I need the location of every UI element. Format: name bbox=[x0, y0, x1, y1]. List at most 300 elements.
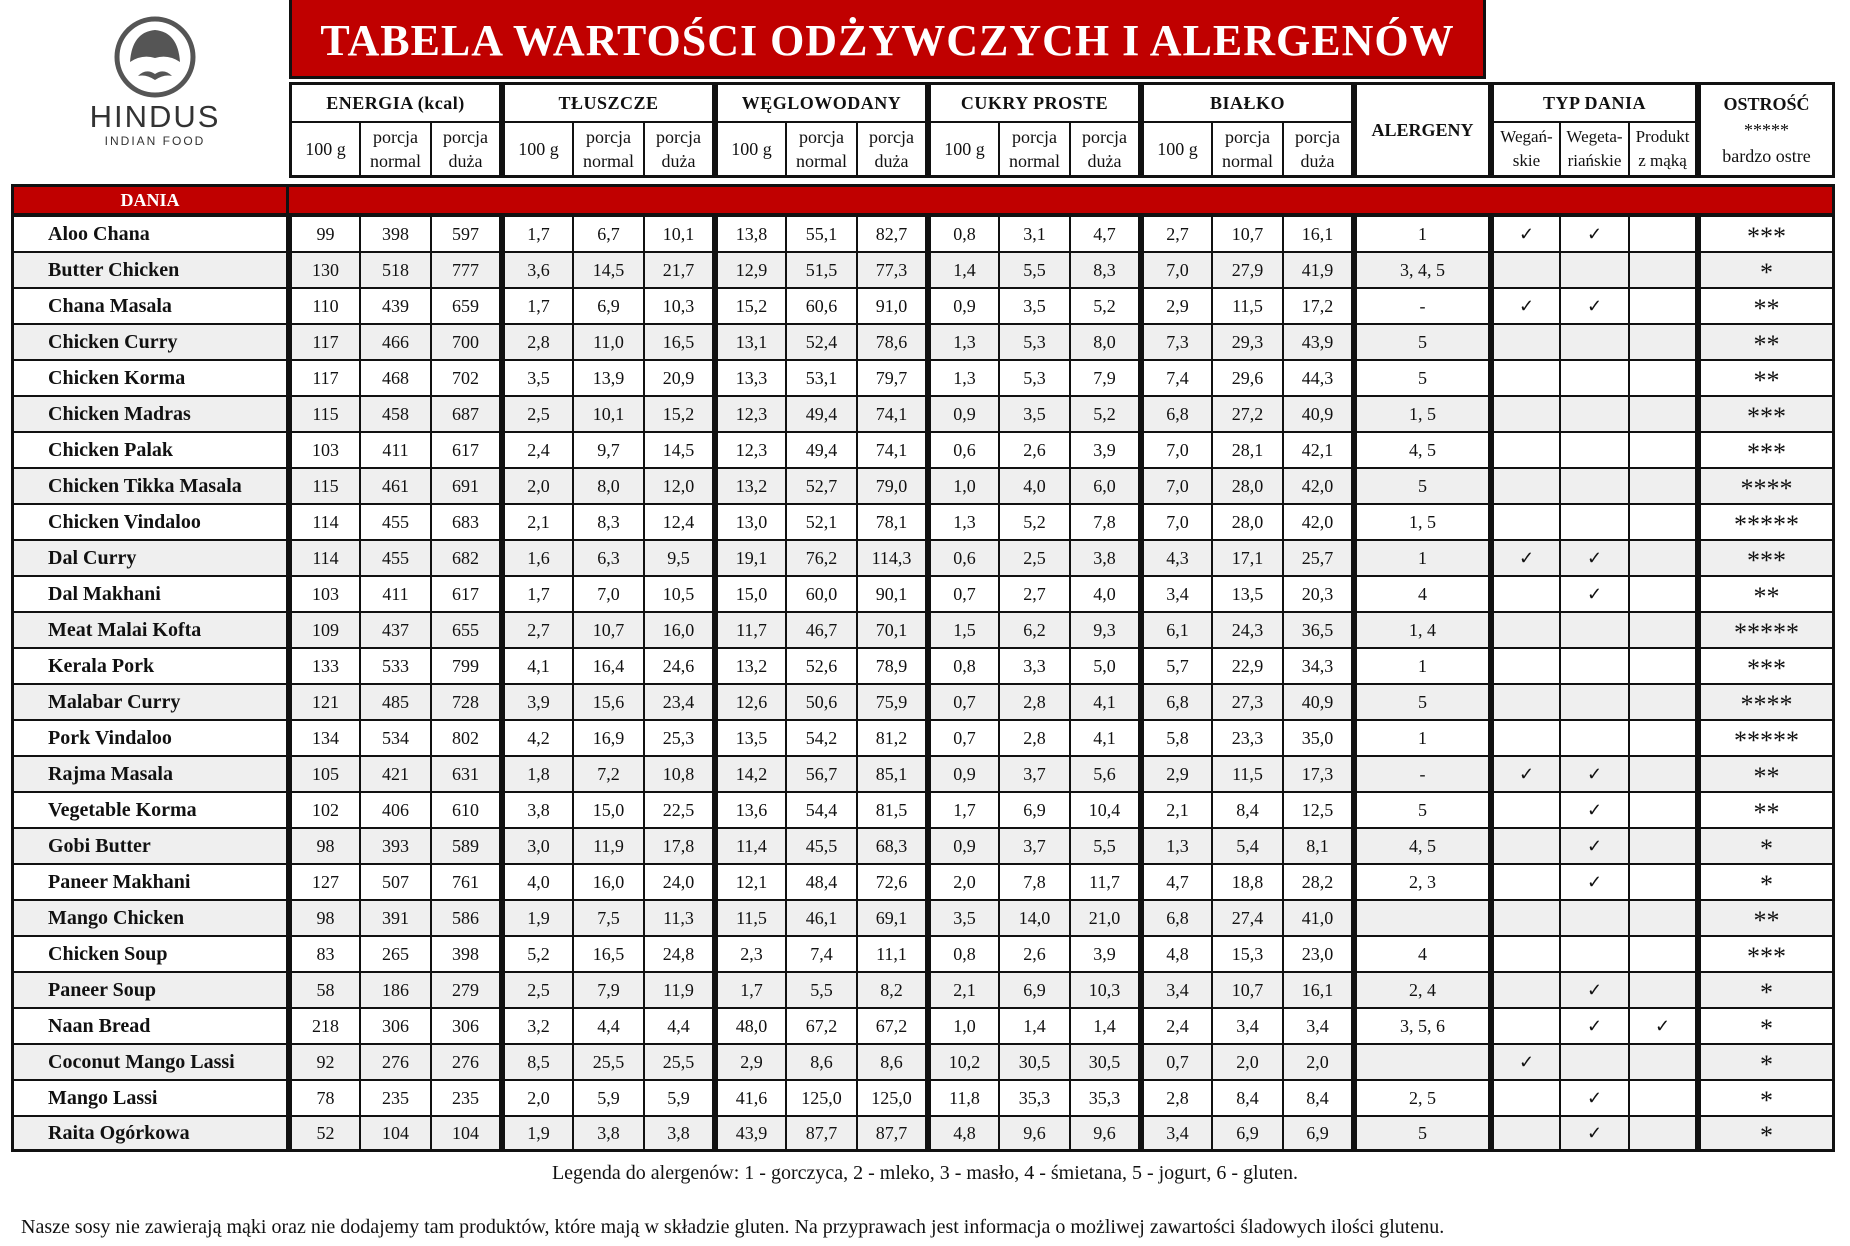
nutrition-value: 98 bbox=[289, 828, 360, 864]
nutrition-value: 3,4 bbox=[1141, 1116, 1212, 1152]
nutrition-value: 13,6 bbox=[715, 792, 786, 828]
nutrition-value: 687 bbox=[431, 396, 502, 432]
vegan-check: ✓ bbox=[1491, 540, 1560, 576]
nutrition-value: 0,8 bbox=[928, 936, 999, 972]
table-row bbox=[11, 756, 1835, 792]
nutrition-value: 10,5 bbox=[644, 576, 715, 612]
nutrition-value: 81,2 bbox=[857, 720, 928, 756]
nutrition-value: 4,8 bbox=[1141, 936, 1212, 972]
allergen-codes: 5 bbox=[1354, 360, 1491, 396]
table-row bbox=[11, 324, 1835, 360]
header-fat: TŁUSZCZE bbox=[502, 82, 715, 122]
nutrition-value: 7,4 bbox=[786, 936, 857, 972]
nutrition-value: 29,6 bbox=[1212, 360, 1283, 396]
allergen-codes: 4, 5 bbox=[1354, 828, 1491, 864]
nutrition-value: 41,6 bbox=[715, 1080, 786, 1116]
nutrition-value: 2,8 bbox=[999, 720, 1070, 756]
nutrition-value: 0,6 bbox=[928, 540, 999, 576]
nutrition-value: 3,4 bbox=[1283, 1008, 1354, 1044]
nutrition-value: 6,7 bbox=[573, 216, 644, 252]
nutrition-value: 11,7 bbox=[1070, 864, 1141, 900]
vegetarian-check: ✓ bbox=[1560, 756, 1629, 792]
nutrition-value: 586 bbox=[431, 900, 502, 936]
allergen-legend: Legenda do alergenów: 1 - gorczyca, 2 - mleko, 3 - masło, 4 - śmietana, 5 - jogurt, 6 - gluten. bbox=[551, 1162, 1299, 1184]
nutrition-value: 411 bbox=[360, 432, 431, 468]
nutrition-value: 2,5 bbox=[999, 540, 1070, 576]
nutrition-value: 7,0 bbox=[1141, 504, 1212, 540]
nutrition-value: 8,6 bbox=[786, 1044, 857, 1080]
nutrition-value: 115 bbox=[289, 396, 360, 432]
nutrition-value: 23,3 bbox=[1212, 720, 1283, 756]
nutrition-value: 35,3 bbox=[1070, 1080, 1141, 1116]
flour-check bbox=[1629, 864, 1698, 900]
nutrition-value: 78,9 bbox=[857, 648, 928, 684]
nutrition-value: 0,7 bbox=[928, 684, 999, 720]
dish-name: Chicken Palak bbox=[11, 432, 289, 468]
nutrition-value: 50,6 bbox=[786, 684, 857, 720]
nutrition-value: 2,3 bbox=[715, 936, 786, 972]
dish-name: Chicken Soup bbox=[11, 936, 289, 972]
nutrition-value: 7,9 bbox=[573, 972, 644, 1008]
vegan-check bbox=[1491, 864, 1560, 900]
vegetarian-check bbox=[1560, 504, 1629, 540]
nutrition-value: 11,9 bbox=[573, 828, 644, 864]
nutrition-value: 42,1 bbox=[1283, 432, 1354, 468]
table-row bbox=[11, 612, 1835, 648]
nutrition-value: 105 bbox=[289, 756, 360, 792]
nutrition-value: 1,9 bbox=[502, 900, 573, 936]
nutrition-value: 42,0 bbox=[1283, 468, 1354, 504]
nutrition-value: 2,4 bbox=[1141, 1008, 1212, 1044]
nutrition-value: 21,7 bbox=[644, 252, 715, 288]
vegan-check bbox=[1491, 504, 1560, 540]
nutrition-value: 2,4 bbox=[502, 432, 573, 468]
spiciness-stars: *** bbox=[1698, 432, 1835, 468]
nutrition-value: 0,8 bbox=[928, 648, 999, 684]
allergen-codes: 2, 5 bbox=[1354, 1080, 1491, 1116]
flour-check bbox=[1629, 828, 1698, 864]
nutrition-value: 0,6 bbox=[928, 432, 999, 468]
allergen-codes: 1, 4 bbox=[1354, 612, 1491, 648]
nutrition-value: 34,3 bbox=[1283, 648, 1354, 684]
allergen-codes: 2, 4 bbox=[1354, 972, 1491, 1008]
nutrition-value: 25,3 bbox=[644, 720, 715, 756]
nutrition-value: 110 bbox=[289, 288, 360, 324]
table-row bbox=[11, 540, 1835, 576]
nutrition-value: 20,9 bbox=[644, 360, 715, 396]
subheader-cell: porcja normal bbox=[1212, 122, 1283, 178]
subheader-cell: porcja normal bbox=[360, 122, 431, 178]
nutrition-value: 1,4 bbox=[999, 1008, 1070, 1044]
nutrition-value: 15,2 bbox=[715, 288, 786, 324]
nutrition-value: 10,7 bbox=[1212, 216, 1283, 252]
nutrition-value: 3,6 bbox=[502, 252, 573, 288]
nutrition-value: 25,7 bbox=[1283, 540, 1354, 576]
nutrition-value: 12,3 bbox=[715, 432, 786, 468]
allergen-codes: 4 bbox=[1354, 576, 1491, 612]
nutrition-value: 11,7 bbox=[715, 612, 786, 648]
header-dish-type: TYP DANIA bbox=[1491, 82, 1698, 122]
nutrition-value: 15,0 bbox=[715, 576, 786, 612]
table-row bbox=[11, 1080, 1835, 1116]
allergen-codes: 5 bbox=[1354, 324, 1491, 360]
nutrition-value: 49,4 bbox=[786, 432, 857, 468]
dish-name: Gobi Butter bbox=[11, 828, 289, 864]
nutrition-value: 2,0 bbox=[502, 468, 573, 504]
nutrition-value: 52 bbox=[289, 1116, 360, 1152]
nutrition-value: 1,3 bbox=[1141, 828, 1212, 864]
flour-check bbox=[1629, 648, 1698, 684]
nutrition-value: 518 bbox=[360, 252, 431, 288]
nutrition-value: 3,8 bbox=[1070, 540, 1141, 576]
nutrition-value: 0,9 bbox=[928, 828, 999, 864]
nutrition-value: 6,9 bbox=[999, 792, 1070, 828]
nutrition-value: 14,5 bbox=[573, 252, 644, 288]
nutrition-value: 1,3 bbox=[928, 324, 999, 360]
gluten-note: Nasze sosy nie zawierają mąki oraz nie dodajemy tam produktów, które mają w składzie gluten. Na przyprawach jest informacja o możliwej zawartości śladowych ilości glutenu. bbox=[21, 1216, 1445, 1238]
nutrition-value: 5,2 bbox=[999, 504, 1070, 540]
nutrition-value: 2,1 bbox=[502, 504, 573, 540]
nutrition-value: 306 bbox=[431, 1008, 502, 1044]
vegetarian-check bbox=[1560, 324, 1629, 360]
nutrition-value: 3,4 bbox=[1141, 972, 1212, 1008]
spiciness-stars: ** bbox=[1698, 756, 1835, 792]
nutrition-value: 466 bbox=[360, 324, 431, 360]
nutrition-value: 67,2 bbox=[786, 1008, 857, 1044]
subheader-cell: porcja normal bbox=[573, 122, 644, 178]
allergen-codes: 5 bbox=[1354, 468, 1491, 504]
nutrition-value: 10,3 bbox=[644, 288, 715, 324]
vegetarian-check bbox=[1560, 468, 1629, 504]
nutrition-value: 9,6 bbox=[999, 1116, 1070, 1152]
subheader-cell: porcja normal bbox=[999, 122, 1070, 178]
spiciness-stars: ** bbox=[1698, 360, 1835, 396]
flour-check bbox=[1629, 612, 1698, 648]
nutrition-value: 186 bbox=[360, 972, 431, 1008]
subheader-cell: 100 g bbox=[715, 122, 786, 178]
nutrition-value: 1,9 bbox=[502, 1116, 573, 1152]
subheader-cell: porcja duża bbox=[1070, 122, 1141, 178]
vegetarian-check: ✓ bbox=[1560, 216, 1629, 252]
vegan-check bbox=[1491, 972, 1560, 1008]
spiciness-stars: * bbox=[1698, 828, 1835, 864]
nutrition-value: 25,5 bbox=[644, 1044, 715, 1080]
nutrition-value: 3,3 bbox=[999, 648, 1070, 684]
nutrition-value: 52,7 bbox=[786, 468, 857, 504]
nutrition-value: 12,6 bbox=[715, 684, 786, 720]
nutrition-value: 2,7 bbox=[1141, 216, 1212, 252]
nutrition-value: 52,6 bbox=[786, 648, 857, 684]
vegetarian-check: ✓ bbox=[1560, 972, 1629, 1008]
nutrition-value: 42,0 bbox=[1283, 504, 1354, 540]
nutrition-value: 75,9 bbox=[857, 684, 928, 720]
nutrition-value: 461 bbox=[360, 468, 431, 504]
flour-check: ✓ bbox=[1629, 1008, 1698, 1044]
nutrition-value: 4,4 bbox=[644, 1008, 715, 1044]
nutrition-value: 398 bbox=[431, 936, 502, 972]
nutrition-value: 6,8 bbox=[1141, 396, 1212, 432]
allergen-codes: 5 bbox=[1354, 792, 1491, 828]
table-body bbox=[11, 216, 1835, 1152]
nutrition-value: 3,5 bbox=[999, 288, 1070, 324]
nutrition-value: 8,5 bbox=[502, 1044, 573, 1080]
nutrition-value: 10,3 bbox=[1070, 972, 1141, 1008]
brand-name: HINDUS bbox=[89, 99, 221, 134]
table-row bbox=[11, 360, 1835, 396]
nutrition-value: 421 bbox=[360, 756, 431, 792]
vegetarian-check bbox=[1560, 936, 1629, 972]
nutrition-value: 7,3 bbox=[1141, 324, 1212, 360]
vegetarian-check bbox=[1560, 396, 1629, 432]
table-row bbox=[11, 936, 1835, 972]
table-row bbox=[11, 1008, 1835, 1044]
nutrition-value: 279 bbox=[431, 972, 502, 1008]
nutrition-value: 7,5 bbox=[573, 900, 644, 936]
subheader-cell: porcja duża bbox=[431, 122, 502, 178]
nutrition-value: 78 bbox=[289, 1080, 360, 1116]
nutrition-value: 87,7 bbox=[857, 1116, 928, 1152]
nutrition-value: 83 bbox=[289, 936, 360, 972]
dish-name: Paneer Makhani bbox=[11, 864, 289, 900]
nutrition-value: 617 bbox=[431, 432, 502, 468]
nutrition-table bbox=[11, 82, 1835, 1152]
table-row bbox=[11, 1116, 1835, 1152]
allergen-codes: 1, 5 bbox=[1354, 396, 1491, 432]
nutrition-value: 8,4 bbox=[1283, 1080, 1354, 1116]
header-allergens: ALERGENY bbox=[1354, 82, 1491, 178]
nutrition-value: 2,1 bbox=[928, 972, 999, 1008]
nutrition-value: 11,5 bbox=[1212, 756, 1283, 792]
subheader-cell: 100 g bbox=[1141, 122, 1212, 178]
nutrition-value: 777 bbox=[431, 252, 502, 288]
nutrition-value: 11,5 bbox=[1212, 288, 1283, 324]
nutrition-value: 67,2 bbox=[857, 1008, 928, 1044]
nutrition-value: 44,3 bbox=[1283, 360, 1354, 396]
spiciness-stars: * bbox=[1698, 1080, 1835, 1116]
nutrition-value: 27,3 bbox=[1212, 684, 1283, 720]
nutrition-value: 8,4 bbox=[1212, 792, 1283, 828]
nutrition-value: 6,3 bbox=[573, 540, 644, 576]
nutrition-value: 5,6 bbox=[1070, 756, 1141, 792]
nutrition-value: 439 bbox=[360, 288, 431, 324]
nutrition-value: 114,3 bbox=[857, 540, 928, 576]
nutrition-value: 52,4 bbox=[786, 324, 857, 360]
vegetarian-check bbox=[1560, 1044, 1629, 1080]
nutrition-value: 3,0 bbox=[502, 828, 573, 864]
header-spiciness-label: OSTROŚĆ bbox=[1723, 94, 1810, 114]
nutrition-value: 36,5 bbox=[1283, 612, 1354, 648]
nutrition-value: 16,0 bbox=[644, 612, 715, 648]
allergen-codes: 2, 3 bbox=[1354, 864, 1491, 900]
vegan-check bbox=[1491, 360, 1560, 396]
nutrition-value: 13,2 bbox=[715, 648, 786, 684]
vegetarian-check: ✓ bbox=[1560, 1080, 1629, 1116]
nutrition-value: 68,3 bbox=[857, 828, 928, 864]
spiciness-stars: ** bbox=[1698, 900, 1835, 936]
table-row bbox=[11, 432, 1835, 468]
nutrition-value: 7,8 bbox=[999, 864, 1070, 900]
subheader-cell: porcja normal bbox=[786, 122, 857, 178]
nutrition-value: 27,2 bbox=[1212, 396, 1283, 432]
subheader-cell: 100 g bbox=[928, 122, 999, 178]
nutrition-value: 391 bbox=[360, 900, 431, 936]
nutrition-value: 13,1 bbox=[715, 324, 786, 360]
nutrition-value: 15,2 bbox=[644, 396, 715, 432]
nutrition-value: 58 bbox=[289, 972, 360, 1008]
nutrition-value: 15,0 bbox=[573, 792, 644, 828]
nutrition-value: 27,9 bbox=[1212, 252, 1283, 288]
nutrition-value: 14,0 bbox=[999, 900, 1070, 936]
nutrition-value: 60,6 bbox=[786, 288, 857, 324]
nutrition-value: 41,9 bbox=[1283, 252, 1354, 288]
nutrition-value: 78,1 bbox=[857, 504, 928, 540]
vegan-check bbox=[1491, 432, 1560, 468]
subheader-cell: porcja duża bbox=[857, 122, 928, 178]
vegan-check bbox=[1491, 396, 1560, 432]
vegan-check bbox=[1491, 828, 1560, 864]
nutrition-value: 5,2 bbox=[1070, 288, 1141, 324]
subheader-cell: 100 g bbox=[502, 122, 573, 178]
nutrition-value: 12,5 bbox=[1283, 792, 1354, 828]
nutrition-value: 1,7 bbox=[715, 972, 786, 1008]
brand-subtitle: INDIAN FOOD bbox=[104, 134, 206, 148]
nutrition-value: 24,3 bbox=[1212, 612, 1283, 648]
page-title: TABELA WARTOŚCI ODŻYWCZYCH I ALERGENÓW bbox=[289, 0, 1486, 79]
spiciness-stars: * bbox=[1698, 252, 1835, 288]
nutrition-value: 2,6 bbox=[999, 432, 1070, 468]
nutrition-value: 5,5 bbox=[1070, 828, 1141, 864]
nutrition-value: 70,1 bbox=[857, 612, 928, 648]
nutrition-value: 117 bbox=[289, 360, 360, 396]
nutrition-value: 117 bbox=[289, 324, 360, 360]
nutrition-value: 700 bbox=[431, 324, 502, 360]
nutrition-value: 2,5 bbox=[502, 972, 573, 1008]
spiciness-stars: ** bbox=[1698, 324, 1835, 360]
nutrition-value: 5,2 bbox=[1070, 396, 1141, 432]
nutrition-value: 102 bbox=[289, 792, 360, 828]
dish-name: Paneer Soup bbox=[11, 972, 289, 1008]
nutrition-value: 5,3 bbox=[999, 324, 1070, 360]
nutrition-value: 0,9 bbox=[928, 288, 999, 324]
spiciness-stars: *** bbox=[1698, 936, 1835, 972]
header-spiciness-stars: ***** bbox=[1744, 120, 1789, 140]
nutrition-value: 114 bbox=[289, 540, 360, 576]
nutrition-value: 125,0 bbox=[786, 1080, 857, 1116]
vegan-check bbox=[1491, 792, 1560, 828]
nutrition-value: 27,4 bbox=[1212, 900, 1283, 936]
nutrition-value: 6,9 bbox=[999, 972, 1070, 1008]
nutrition-value: 631 bbox=[431, 756, 502, 792]
flour-check bbox=[1629, 1116, 1698, 1152]
dish-name: Naan Bread bbox=[11, 1008, 289, 1044]
dish-type-subheader: Wegań-skie bbox=[1491, 122, 1560, 178]
vegetarian-check: ✓ bbox=[1560, 792, 1629, 828]
dish-type-subheader: Wegeta-riańskie bbox=[1560, 122, 1629, 178]
dish-name: Malabar Curry bbox=[11, 684, 289, 720]
nutrition-value: 103 bbox=[289, 432, 360, 468]
spiciness-stars: * bbox=[1698, 1116, 1835, 1152]
vegan-check bbox=[1491, 720, 1560, 756]
nutrition-value: 4,3 bbox=[1141, 540, 1212, 576]
dish-name: Meat Malai Kofta bbox=[11, 612, 289, 648]
nutrition-value: 16,5 bbox=[573, 936, 644, 972]
nutrition-value: 691 bbox=[431, 468, 502, 504]
spiciness-stars: **** bbox=[1698, 684, 1835, 720]
table-row bbox=[11, 900, 1835, 936]
nutrition-value: 81,5 bbox=[857, 792, 928, 828]
nutrition-value: 6,8 bbox=[1141, 900, 1212, 936]
nutrition-value: 11,5 bbox=[715, 900, 786, 936]
nutrition-value: 533 bbox=[360, 648, 431, 684]
nutrition-value: 46,7 bbox=[786, 612, 857, 648]
dish-name: Chicken Vindaloo bbox=[11, 504, 289, 540]
nutrition-value: 4,1 bbox=[1070, 684, 1141, 720]
nutrition-value: 43,9 bbox=[1283, 324, 1354, 360]
nutrition-value: 437 bbox=[360, 612, 431, 648]
nutrition-value: 659 bbox=[431, 288, 502, 324]
nutrition-value: 25,5 bbox=[573, 1044, 644, 1080]
nutrition-value: 235 bbox=[431, 1080, 502, 1116]
nutrition-value: 10,1 bbox=[644, 216, 715, 252]
nutrition-value: 4,2 bbox=[502, 720, 573, 756]
vegetarian-check bbox=[1560, 720, 1629, 756]
nutrition-value: 133 bbox=[289, 648, 360, 684]
vegan-check: ✓ bbox=[1491, 756, 1560, 792]
nutrition-value: 507 bbox=[360, 864, 431, 900]
nutrition-value: 7,0 bbox=[1141, 252, 1212, 288]
nutrition-value: 114 bbox=[289, 504, 360, 540]
nutrition-value: 8,4 bbox=[1212, 1080, 1283, 1116]
flour-check bbox=[1629, 468, 1698, 504]
nutrition-value: 8,1 bbox=[1283, 828, 1354, 864]
nutrition-value: 9,6 bbox=[1070, 1116, 1141, 1152]
nutrition-value: 3,7 bbox=[999, 756, 1070, 792]
nutrition-value: 103 bbox=[289, 576, 360, 612]
table-row bbox=[11, 216, 1835, 252]
nutrition-value: 6,2 bbox=[999, 612, 1070, 648]
nutrition-value: 13,0 bbox=[715, 504, 786, 540]
nutrition-value: 5,2 bbox=[502, 936, 573, 972]
nutrition-value: 13,5 bbox=[715, 720, 786, 756]
allergen-codes: 3, 5, 6 bbox=[1354, 1008, 1491, 1044]
nutrition-value: 7,0 bbox=[1141, 468, 1212, 504]
spiciness-stars: ** bbox=[1698, 288, 1835, 324]
nutrition-value: 49,4 bbox=[786, 396, 857, 432]
nutrition-value: 0,7 bbox=[1141, 1044, 1212, 1080]
vegan-check bbox=[1491, 252, 1560, 288]
dish-name: Mango Chicken bbox=[11, 900, 289, 936]
table-row bbox=[11, 684, 1835, 720]
nutrition-value: 109 bbox=[289, 612, 360, 648]
nutrition-value: 16,5 bbox=[644, 324, 715, 360]
spiciness-stars: **** bbox=[1698, 468, 1835, 504]
nutrition-value: 16,9 bbox=[573, 720, 644, 756]
nutrition-value: 54,2 bbox=[786, 720, 857, 756]
table-row bbox=[11, 648, 1835, 684]
table-row bbox=[11, 396, 1835, 432]
nutrition-value: 2,1 bbox=[1141, 792, 1212, 828]
flour-check bbox=[1629, 756, 1698, 792]
nutrition-value: 24,8 bbox=[644, 936, 715, 972]
flour-check bbox=[1629, 900, 1698, 936]
table-row bbox=[11, 720, 1835, 756]
nutrition-value: 235 bbox=[360, 1080, 431, 1116]
spiciness-stars: *** bbox=[1698, 540, 1835, 576]
dish-name: Raita Ogórkowa bbox=[11, 1116, 289, 1152]
nutrition-value: 6,0 bbox=[1070, 468, 1141, 504]
nutrition-value: 1,8 bbox=[502, 756, 573, 792]
nutrition-value: 761 bbox=[431, 864, 502, 900]
